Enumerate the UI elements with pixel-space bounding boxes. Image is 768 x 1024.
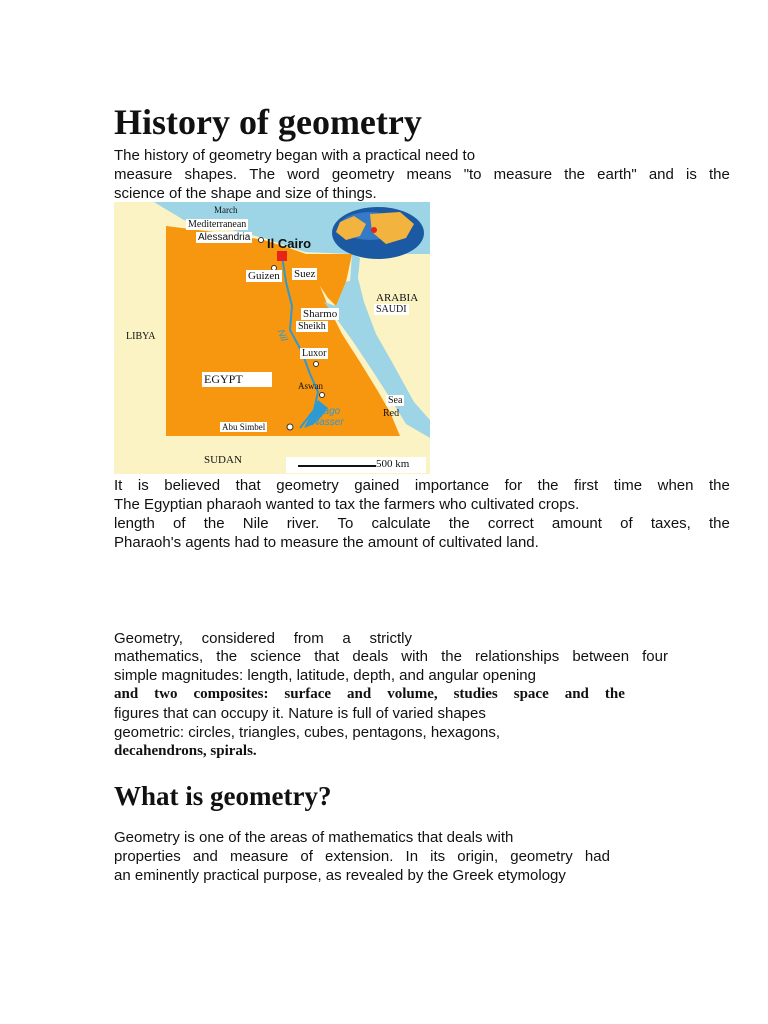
map-label-red: Red [383,408,400,419]
word: relationships [475,648,560,665]
para3-line-1 [114,629,412,648]
map-label-suez: Suez [294,268,316,280]
map-label-nile: Nil [274,328,290,343]
word: science [250,648,302,665]
egypt-map [114,202,430,474]
word: word [287,166,320,183]
para2-line-2: The Egyptian pharaoh wanted to tax the farmers who cultivated crops. [114,496,580,513]
map-label-mediterranean: Mediterranean [188,219,247,230]
word: geometry [276,477,339,494]
word: taxes, [650,515,691,532]
word: Nile [242,515,269,532]
para2-line-4: Pharaoh's agents had to measure the amount of cultivated land. [114,534,539,551]
word: the [709,477,730,494]
map-label-sheikh: Sheikh [298,321,326,332]
para2-line-3 [114,514,730,533]
map-label-lago: Lago [318,406,341,417]
intro-line-1: The history of geometry began with a practical need to [114,147,476,164]
word: the [564,166,586,183]
word: of [173,515,186,532]
word: geometry [510,848,573,865]
word: and [347,686,372,702]
para4-line-1: Geometry is one of the areas of mathematics that deals with [114,829,514,846]
word: believed [164,477,221,494]
word: that [235,477,261,494]
map-label-libya: LIBYA [126,331,156,342]
para3-line-6: geometric: circles, triangles, cubes, pentagons, hexagons, [114,724,501,741]
aswan-dot [320,393,325,398]
word: river. [286,515,320,532]
para3-line-3: simple magnitudes: length, latitude, depth, and angular opening [114,667,536,684]
word: the [709,515,730,532]
word: earth" [597,166,637,183]
word: of [300,848,313,865]
word: The [249,166,276,183]
word: properties [114,848,181,865]
word: It [114,477,123,494]
word: measure [229,848,289,865]
word: geometry [331,166,395,183]
word: the [216,648,238,665]
word: deals [352,648,389,665]
word: is [137,477,149,494]
luxor-dot [314,362,319,367]
word: and [648,166,674,183]
word: is [686,166,697,183]
word: had [584,848,610,865]
word: the [448,515,470,532]
word: first [574,477,599,494]
para3-line-2 [114,647,668,666]
map-label-sharmo: Sharmo [303,308,338,320]
word: origin, [457,848,499,865]
map-label-sudan: SUDAN [204,454,242,466]
word: space [513,686,549,702]
map-label-nasser: Nasser [312,417,344,428]
word: for [504,477,523,494]
word: between [572,648,630,665]
abu-simbel-dot [287,424,293,430]
word: means [406,166,452,183]
word: Geometry, [114,630,183,647]
section-heading: What is geometry? [114,781,332,811]
word: of [620,515,633,532]
intro-line-2 [114,165,730,184]
page-title: History of geometry [114,102,422,142]
globe-marker [371,227,377,233]
word: extension. [325,848,394,865]
word: calculate [371,515,431,532]
word: studies [453,686,498,702]
word: time [613,477,643,494]
map-label-cairo: Il Cairo [267,236,312,251]
alessandria-dot [259,238,264,243]
word: To [337,515,354,532]
word: "to [463,166,482,183]
para3-line-7: decahendrons, spirals. [114,743,257,759]
word: length [114,515,155,532]
word: volume, [387,686,438,702]
intro-line-3: science of the shape and size of things. [114,185,377,202]
word: two [154,686,178,702]
word: mathematics, [114,648,204,665]
para4-line-3: an eminently practical purpose, as revealed by the Greek etymology [114,867,566,884]
word: from [293,630,324,647]
word: the [537,477,559,494]
word: when [657,477,694,494]
para3-line-5: figures that can occupy it. Nature is full of varied shapes [114,705,486,722]
word: composites: [193,686,269,702]
map-label-guizen: Guizen [248,270,280,282]
word: the [708,166,730,183]
map-label-march: March [214,205,238,215]
word: amount [551,515,602,532]
word: a [342,630,351,647]
map-label-arabia: ARABIA [376,292,419,304]
cairo-marker [277,251,287,261]
map-label-alessandria: Alessandria [198,232,251,243]
word: four [642,648,668,665]
map-label-sea: Sea [388,395,403,406]
word: importance [414,477,490,494]
word: shapes. [184,166,238,183]
map-scale-label: 500 km [376,458,410,470]
para4-line-2 [114,847,610,866]
word: the [441,648,462,665]
word: that [314,648,340,665]
word: strictly [369,630,412,647]
word: with [401,648,428,665]
map-label-saudi: SAUDI [376,304,407,315]
word: its [430,848,446,865]
word: and [564,686,589,702]
word: and [192,848,218,865]
word: the [203,515,225,532]
word: and [114,686,139,702]
word: the [604,686,625,702]
word: measure [114,166,173,183]
map-label-aswan: Aswan [298,381,323,391]
para2-line-1 [114,476,730,495]
word: gained [354,477,400,494]
word: In [405,848,419,865]
word: surface [284,686,332,702]
map-label-abu-simbel: Abu Simbel [222,422,266,432]
word: correct [487,515,534,532]
word: considered [201,630,275,647]
map-label-egypt: EGYPT [202,372,272,387]
word: measure [493,166,553,183]
map-label-luxor: Luxor [302,348,327,359]
para3-line-4 [114,685,625,704]
